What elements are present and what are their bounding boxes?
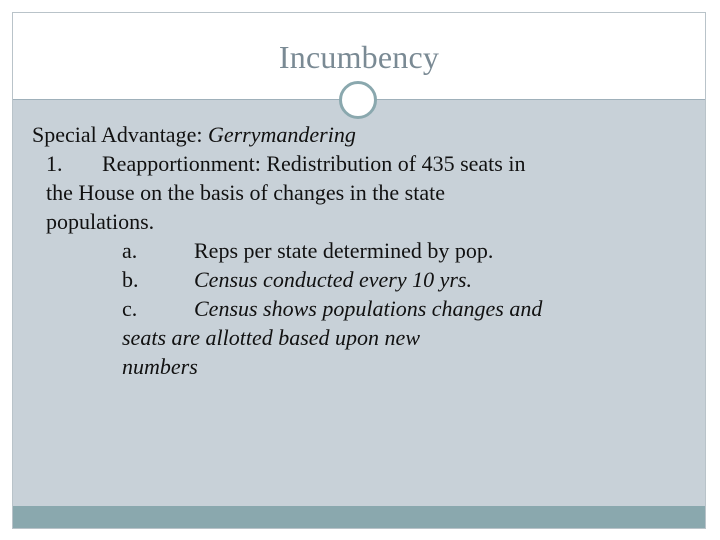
item-1-line-2 xyxy=(32,178,692,207)
item-1-line-3 xyxy=(32,207,692,236)
circle-ornament-icon xyxy=(339,81,377,119)
sub-item-c-text-3: numbers xyxy=(122,354,198,379)
slide-body xyxy=(32,120,692,381)
item-1-line-1 xyxy=(32,149,692,178)
sub-item-c-text-2: seats are allotted based upon new xyxy=(122,325,420,350)
heading-italic: Gerrymandering xyxy=(207,122,356,147)
item-1-text-3: populations. xyxy=(46,209,155,234)
slide xyxy=(12,12,706,529)
sub-item-c-label: c. xyxy=(122,296,138,321)
sub-item-c-line-2 xyxy=(32,323,692,352)
sub-item-a xyxy=(32,236,692,265)
sub-item-b-text: Census conducted every 10 yrs. xyxy=(194,267,472,292)
sub-item-c-text-1: Census shows populations changes and xyxy=(194,296,543,321)
slide-title: Incumbency xyxy=(278,39,440,75)
heading-line xyxy=(32,120,692,149)
sub-item-c xyxy=(32,294,692,323)
footer-bar xyxy=(13,506,705,528)
item-1-text-1: Reapportionment: Redistribution of 435 seats in xyxy=(102,151,526,176)
sub-item-b xyxy=(32,265,692,294)
item-1-number: 1. xyxy=(46,151,63,176)
sub-item-b-label: b. xyxy=(122,267,139,292)
sub-item-a-text: Reps per state determined by pop. xyxy=(194,238,494,263)
item-1-text-2: the House on the basis of changes in the state xyxy=(46,180,445,205)
heading-prefix: Special Advantage: xyxy=(32,122,208,147)
sub-item-c-line-3 xyxy=(32,352,692,381)
sub-item-a-label: a. xyxy=(122,238,138,263)
